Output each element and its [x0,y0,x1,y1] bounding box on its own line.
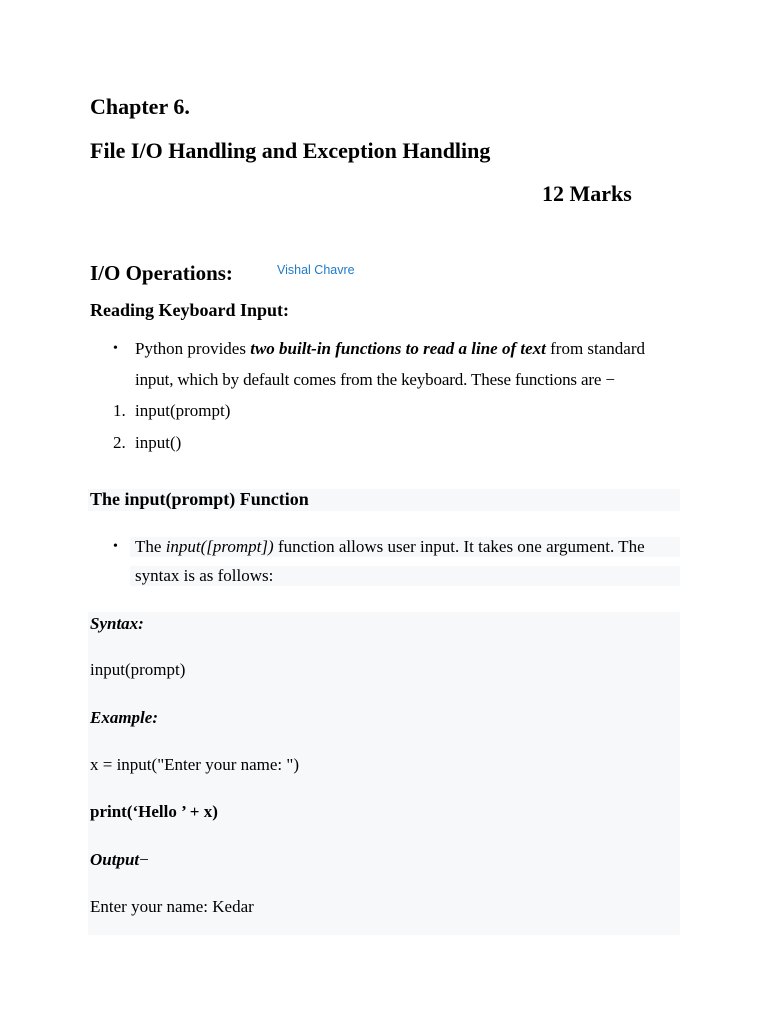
bullet-glyph: • [113,341,118,356]
example-line-1: x = input("Enter your name: ") [90,755,299,774]
marks-label: 12 Marks [542,181,632,206]
list-item-text: input(prompt) [135,401,231,420]
output-text: Enter your name: Kedar [90,897,254,916]
syntax-label: Syntax: [90,614,144,633]
list-item-number: 2. [113,433,126,452]
list-item-number: 1. [113,401,126,420]
example-line-2: print(‘Hello ’ + x) [90,802,218,821]
function-bullet-pre: The [135,537,166,556]
list-item-text: input() [135,433,182,452]
function-bullet-post: function allows user input. It takes one argument. The [273,537,645,556]
section-heading: I/O Operations: [90,261,233,285]
function-bullet-emphasis: input([prompt]) [165,537,274,556]
chapter-number: Chapter 6. [90,94,190,119]
syntax-text: input(prompt) [90,660,186,679]
example-label: Example: [90,708,158,727]
author-link[interactable]: Vishal Chavre [277,263,355,277]
function-heading: The input(prompt) Function [90,489,309,509]
function-bullet-line1 [135,537,645,557]
bullet-glyph: • [113,539,118,554]
chapter-title: File I/O Handling and Exception Handling [90,138,491,163]
output-dash: − [139,850,149,869]
output-label: Output [90,850,140,869]
function-bullet-line2: syntax is as follows: [135,566,274,585]
reading-bullet-pre: Python provides [135,339,251,358]
reading-bullet-line2: input, which by default comes from the keyboard. These functions are − [135,370,615,389]
reading-bullet-post: from standard [545,339,646,358]
reading-heading: Reading Keyboard Input: [90,300,290,320]
reading-bullet-emphasis: two built-in functions to read a line of text [250,339,546,358]
output-label-line [90,850,149,870]
reading-bullet-line1 [135,339,645,359]
